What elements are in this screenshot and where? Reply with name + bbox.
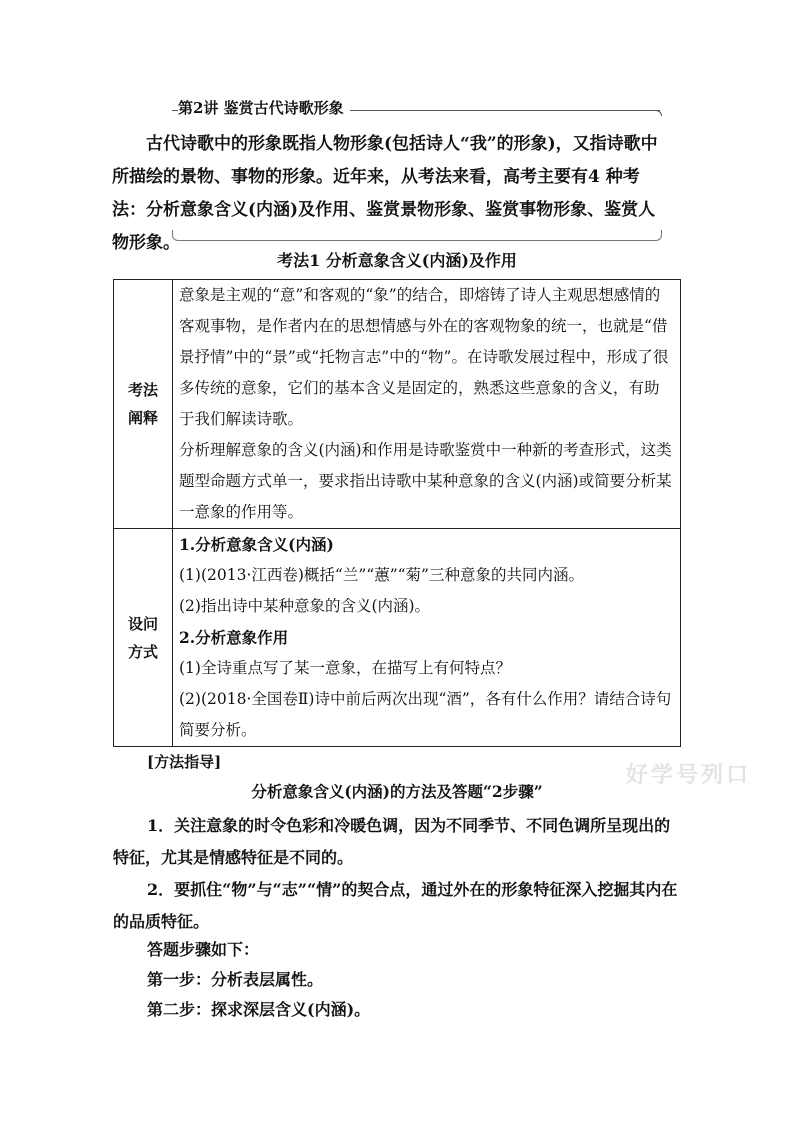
explanation-paragraph: 意象是主观的“意”和客观的“象”的结合，即熔铸了诗人主观思想感情的客观事物，是作者内在的思想情感与外在的客观物象的统一，也就是“借景抒情”中的“景”或“托物言志”中的“物”。在诗歌发展过程中，形成了很多传统的意象，它们的基本含义是固定的，熟悉这些意象的含义，有助于我们解读诗歌。 (179, 286, 669, 428)
method-title: 分析意象含义(内涵)的方法及答题“2步骤” (251, 782, 543, 801)
method-label: [方法指导] (147, 753, 222, 771)
intro-box-bottom (172, 230, 662, 241)
method-table (113, 279, 681, 747)
step-two: 第二步：探求深层含义(内涵)。 (147, 1000, 371, 1019)
label-line: 考法 (127, 381, 158, 399)
lesson-header (172, 98, 660, 118)
label-line: 设问 (127, 614, 158, 633)
step-one: 第一步：分析表层属性。 (147, 970, 324, 989)
method-point: 1．关注意象的时令色彩和冷暖色调，因为不同季节、不同色调所呈现出的特征，尤其是情感特征是不同的。 (113, 816, 671, 867)
table-row-questions (114, 529, 681, 747)
question-item: (1)(2013·江西卷)概括“兰”“蕙”“菊”三种意象的共同内涵。 (179, 566, 584, 584)
question-item: (2)指出诗中某种意象的含义(内涵)。 (179, 597, 431, 615)
explanation-paragraph: 分析理解意象的含义(内涵)和作用是诗歌鉴赏中一种新的考查形式，这类题型命题方式单一，要求指出诗歌中某种意象的含义(内涵)或简要分析某一意象的作用等。 (179, 441, 672, 521)
lesson-title: 第2讲 鉴赏古代诗歌形象 (178, 98, 350, 118)
label-line: 方式 (127, 642, 158, 661)
label-line: 阐释 (127, 409, 158, 427)
watermark: 好学号列口 (626, 762, 752, 788)
method-point: 2．要抓住“物”与“志”“情”的契合点，通过外在的形象特征深入挖掘其内在的品质特征。 (113, 880, 678, 931)
explanation-cell (173, 280, 681, 529)
row-label-explanation (114, 280, 173, 529)
steps-intro: 答题步骤如下： (147, 940, 260, 959)
table-row-explanation (114, 280, 681, 529)
section-title: 考法1 分析意象含义(内涵)及作用 (277, 251, 517, 270)
row-label-questions (114, 529, 173, 747)
questions-cell (173, 529, 681, 747)
intro-paragraph: 古代诗歌中的形象既指人物形象(包括诗人“我”的形象)，又指诗歌中所描绘的景物、事物的形象。近年来，从考法来看，高考主要有4 种考法：分析意象含义(内涵)及作用、鉴赏景物形象、鉴赏事物形象、鉴赏人物形象。 (112, 134, 658, 253)
question-item: (1)全诗重点写了某一意象，在描写上有何特点？ (179, 659, 511, 677)
question-heading: 1.分析意象含义(内涵) (179, 535, 334, 554)
question-heading: 2.分析意象作用 (179, 628, 289, 647)
question-item: (2)(2018·全国卷Ⅱ)诗中前后两次出现“酒”，各有什么作用？请结合诗句简要分析。 (179, 690, 672, 739)
